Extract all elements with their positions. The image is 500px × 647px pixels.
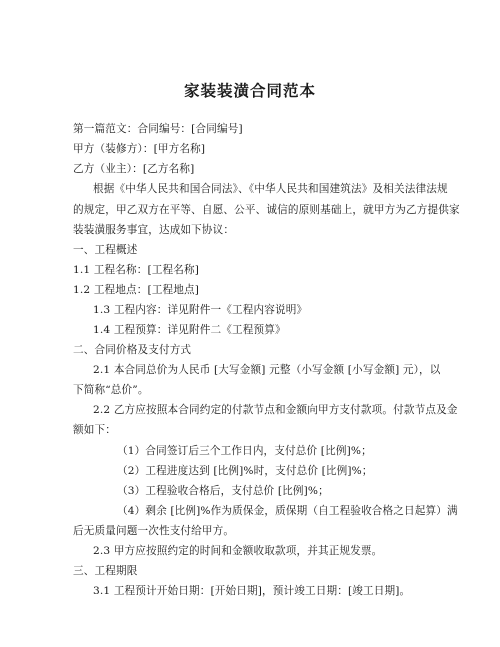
document-title: 家装装潢合同范本	[183, 81, 316, 100]
section-heading-2: 二、合同价格及支付方式	[73, 344, 192, 356]
preamble-line-2: 的规定，甲乙双方在平等、自愿、公平、诚信的原则基础上，就甲方为乙方提供家	[73, 204, 460, 216]
contract-number-line: 第一篇范文：合同编号：[合同编号]	[73, 123, 243, 135]
clause-2-2-line-1: 2.2 乙方应按照本合同约定的付款节点和金额向甲方支付款项。付款节点及金	[93, 404, 458, 416]
preamble-line-1: 根据《中华人民共和国合同法》、《中华人民共和国建筑法》及相关法律法规	[93, 183, 448, 195]
party-b-line: 乙方（业主）：[乙方名称]	[73, 163, 195, 175]
clause-1-4: 1.4 工程预算：详见附件二《工程预算》	[93, 324, 286, 336]
section-heading-1: 一、工程概述	[73, 244, 138, 256]
preamble-line-3: 装装潢服务事宜，达成如下协议：	[73, 224, 235, 236]
clause-1-2: 1.2 工程地点：[工程地点]	[73, 284, 200, 296]
clause-2-2-line-2: 额如下：	[73, 424, 116, 436]
payment-item-4-line-2: 后无质量问题一次性支付给甲方。	[73, 525, 235, 537]
clause-1-3: 1.3 工程内容：详见附件一《工程内容说明》	[93, 304, 308, 316]
payment-item-2: （2）工程进度达到 [比例]%时，支付总价 [比例]%；	[117, 465, 373, 477]
section-heading-3: 三、工程期限	[73, 565, 138, 577]
party-a-line: 甲方（装修方）：[甲方名称]	[73, 143, 206, 155]
clause-2-3: 2.3 甲方应按照约定的时间和金额收取款项，并其正规发票。	[93, 545, 383, 557]
payment-item-4-line-1: （4）剩余 [比例]%作为质保金，质保期（自工程验收合格之日起算）满	[117, 505, 458, 517]
clause-2-1-line-1: 2.1 本合同总价为人民币 [大写金额] 元整（小写金额 [小写金额] 元），以	[93, 364, 441, 376]
clause-3-1: 3.1 工程预计开始日期：[开始日期]，预计竣工日期：[竣工日期]。	[93, 585, 411, 597]
payment-item-3: （3）工程验收合格后，支付总价 [比例]%；	[117, 485, 329, 497]
clause-2-1-line-2: 下简称“总价”。	[73, 384, 149, 396]
clause-1-1: 1.1 工程名称：[工程名称]	[73, 264, 200, 276]
payment-item-1: （1）合同签订后三个工作日内，支付总价 [比例]%；	[117, 445, 372, 457]
